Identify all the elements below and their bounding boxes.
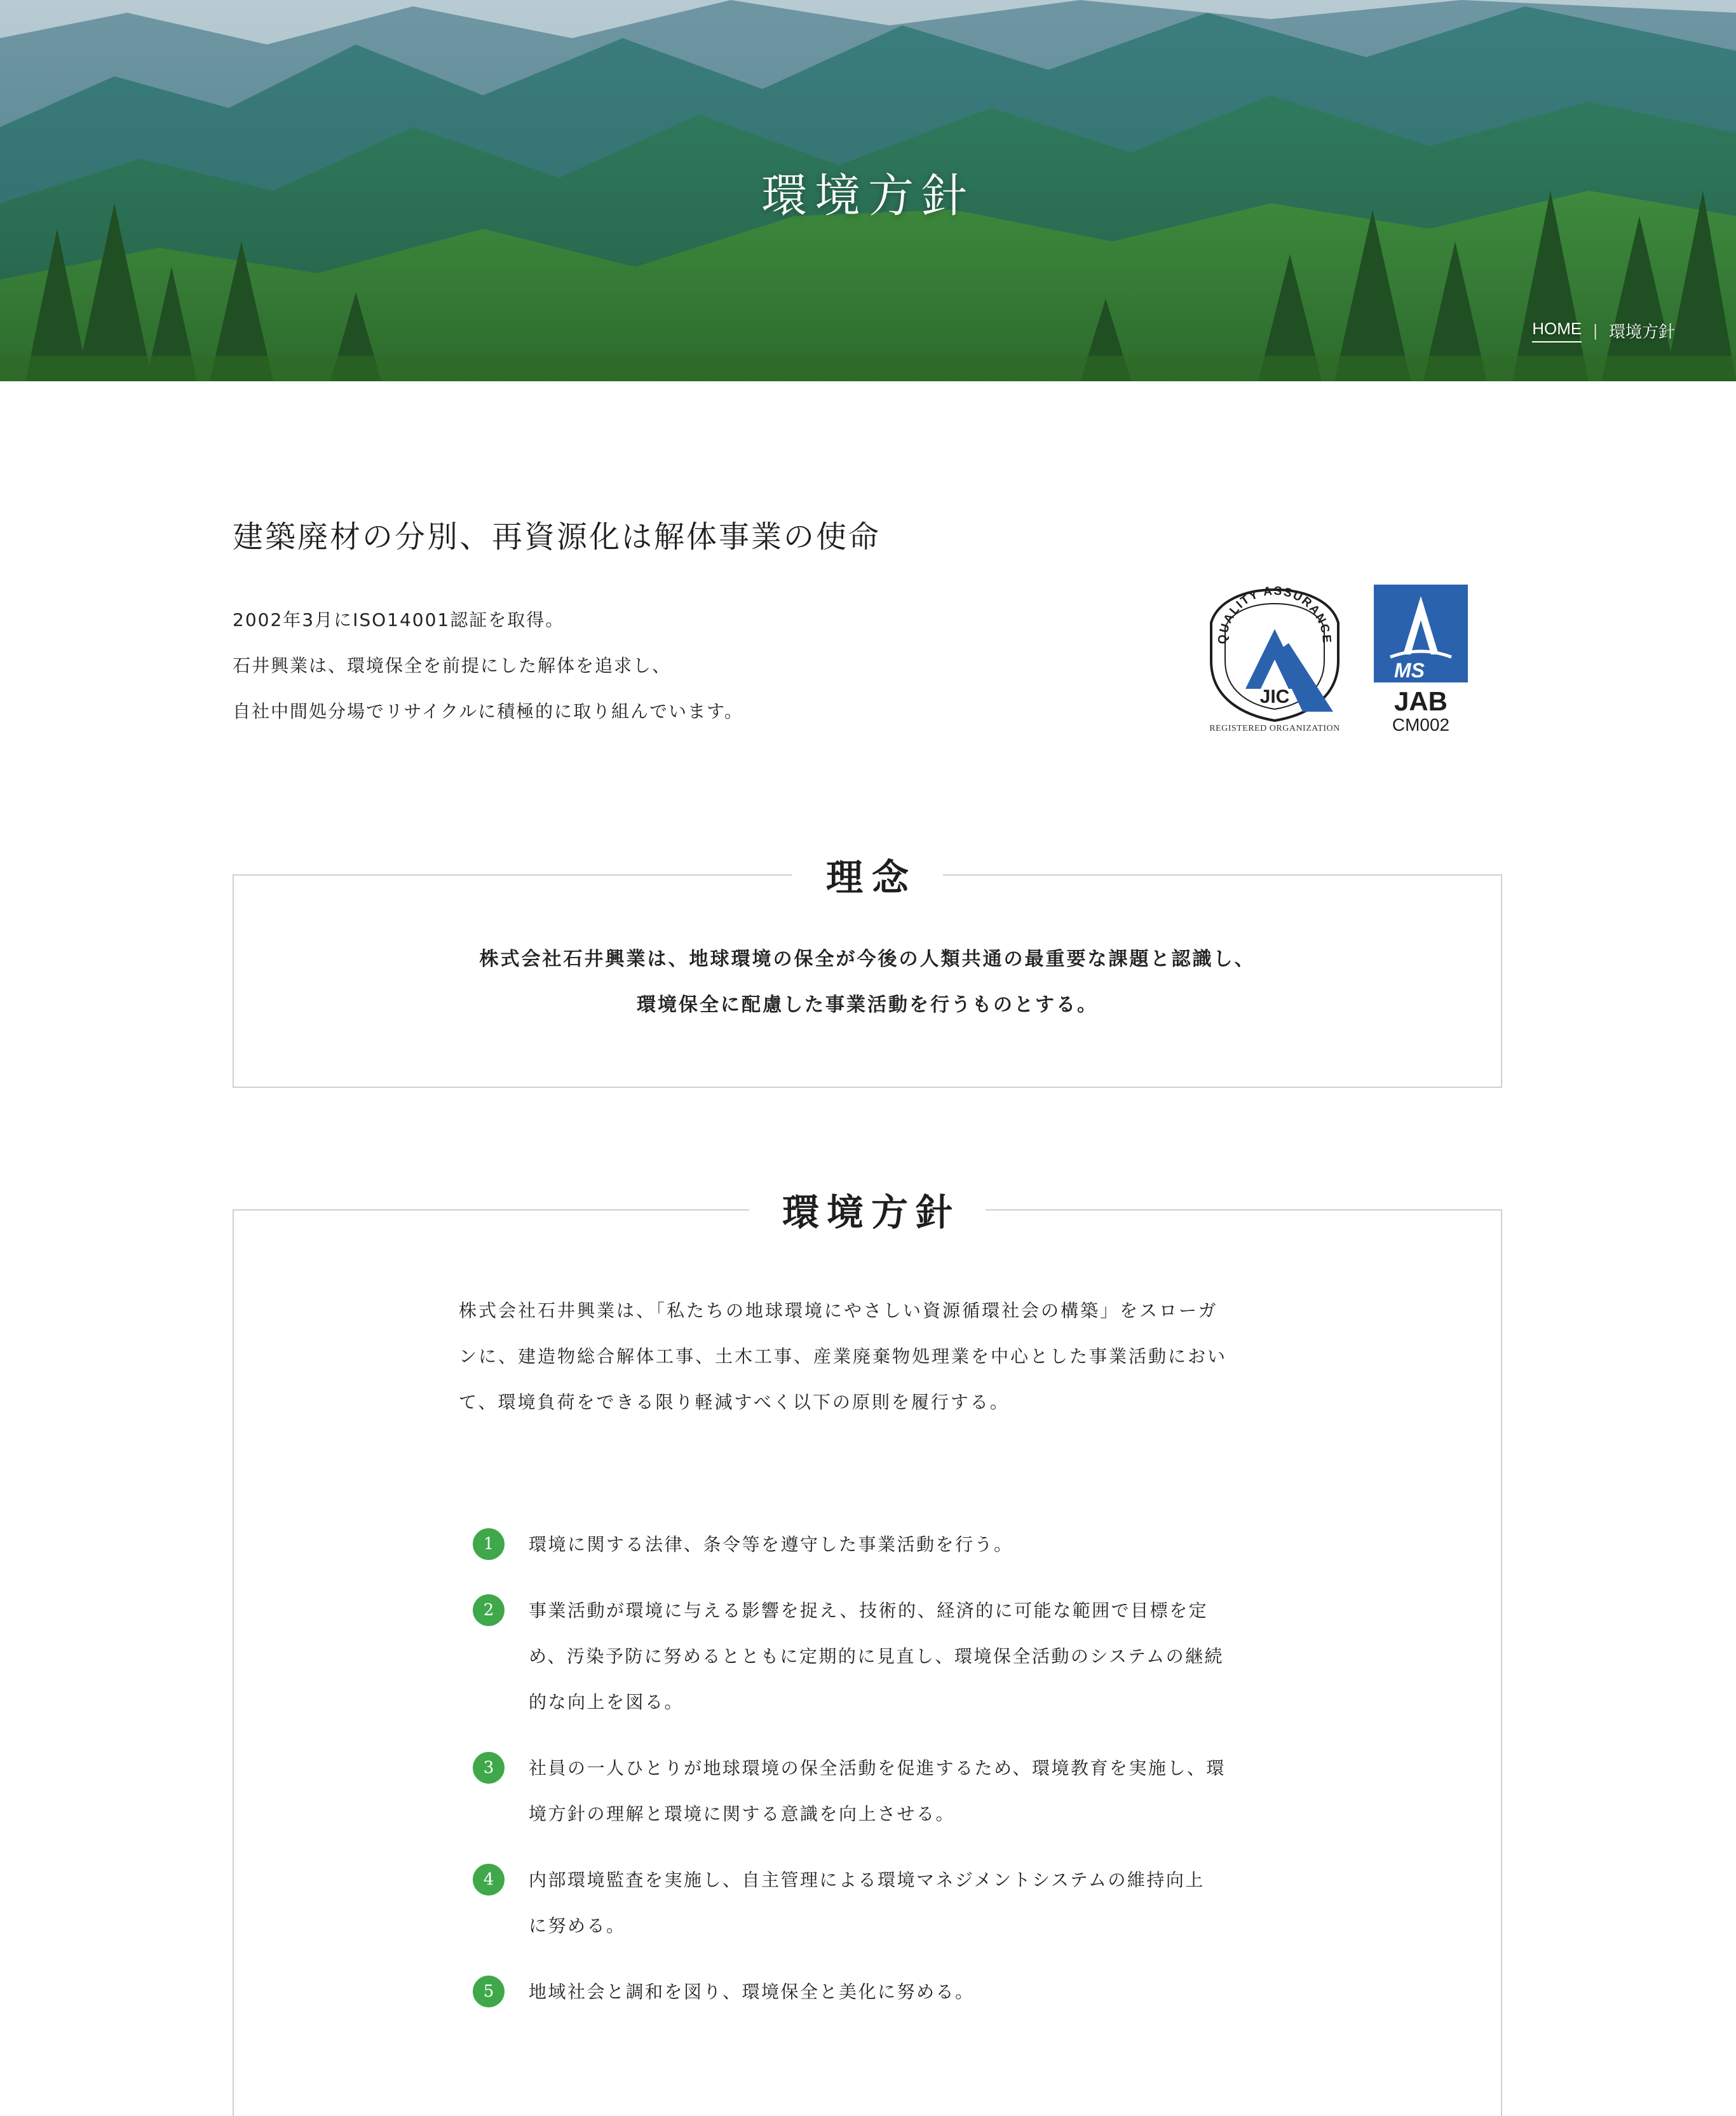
- policy-item-line: 社員の一人ひとりが地球環境の保全活動を促進するため、環境教育を実施し、環: [529, 1758, 1226, 1779]
- philosophy-line: 環境保全に配慮した事業活動を行うものとする。: [637, 994, 1098, 1016]
- intro-heading: 建築廃材の分別、再資源化は解体事業の使命: [233, 519, 881, 555]
- policy-item: [473, 1528, 1273, 1574]
- jab-ms-text: MS: [1394, 659, 1425, 682]
- environmental-policy-section: [233, 1191, 1502, 2116]
- policy-intro: [459, 1294, 1285, 1432]
- policy-number-badge: 2: [473, 1594, 505, 1626]
- intro-line: 石井興業は、環境保全を前提にした解体を追求し、: [233, 655, 672, 676]
- policy-intro-line: て、環境負荷をできる限り軽減すべく以下の原則を履行する。: [459, 1392, 1010, 1413]
- jab-code-text: CM002: [1392, 715, 1450, 735]
- breadcrumb-separator: |: [1593, 321, 1597, 340]
- philosophy-title: 理念: [792, 848, 943, 901]
- policy-item-line: め、汚染予防に努めるとともに定期的に見直し、環境保全活動のシステムの継続: [529, 1646, 1224, 1667]
- quality-assurance-logo: [1206, 585, 1343, 735]
- qa-arc-text: QUALITY ASSURANCE: [1216, 585, 1334, 645]
- policy-number-badge: 5: [473, 1976, 505, 2007]
- page-title: 環境方針: [761, 169, 975, 222]
- philosophy-text: [234, 942, 1501, 1033]
- philosophy-section: [233, 856, 1502, 1088]
- jab-ms-logo: [1371, 585, 1470, 735]
- hero-banner: [0, 0, 1736, 381]
- breadcrumb: [1532, 319, 1675, 342]
- policy-item: [473, 1864, 1273, 1955]
- policy-number-badge: 4: [473, 1864, 505, 1896]
- policy-item-line: 境方針の理解と環境に関する意識を向上させる。: [529, 1803, 956, 1824]
- policy-item-line: に努める。: [529, 1915, 626, 1936]
- qa-mark-text: JIC: [1259, 686, 1290, 707]
- policy-item: [473, 1976, 1273, 2021]
- intro-text: [233, 604, 743, 741]
- breadcrumb-home-link[interactable]: HOME: [1532, 319, 1582, 342]
- policy-intro-line: 株式会社石井興業は、「私たちの地球環境にやさしい資源循環社会の構築」をスローガ: [459, 1300, 1218, 1321]
- qa-bottom-text: REGISTERED ORGANIZATION: [1209, 724, 1340, 733]
- jab-name-text: JAB: [1394, 686, 1448, 716]
- breadcrumb-current: 環境方針: [1608, 322, 1675, 341]
- policy-item-line: 事業活動が環境に与える影響を捉え、技術的、経済的に可能な範囲で目標を定: [529, 1600, 1209, 1621]
- policy-item-line: 的な向上を図る。: [529, 1692, 684, 1712]
- policy-item-line: 地域社会と調和を図り、環境保全と美化に努める。: [529, 1981, 975, 2002]
- intro-line: 自社中間処分場でリサイクルに積極的に取り組んでいます。: [233, 701, 743, 722]
- philosophy-line: 株式会社石井興業は、地球環境の保全が今後の人類共通の最重要な課題と認識し、: [479, 948, 1256, 970]
- policy-item-line: 環境に関する法律、条令等を遵守した事業活動を行う。: [529, 1534, 1014, 1555]
- policy-number-badge: 3: [473, 1752, 505, 1784]
- policy-item-line: 内部環境監査を実施し、自主管理による環境マネジメントシステムの維持向上: [529, 1869, 1205, 1890]
- policy-list: [473, 1528, 1273, 2042]
- policy-item: [473, 1752, 1273, 1843]
- intro-line: 2002年3月にISO14001認証を取得。: [233, 609, 565, 630]
- policy-number-badge: 1: [473, 1528, 505, 1560]
- policy-title: 環境方針: [749, 1183, 986, 1236]
- policy-intro-line: ンに、建造物総合解体工事、土木工事、産業廃棄物処理業を中心とした事業活動におい: [459, 1346, 1228, 1367]
- policy-item: [473, 1594, 1273, 1732]
